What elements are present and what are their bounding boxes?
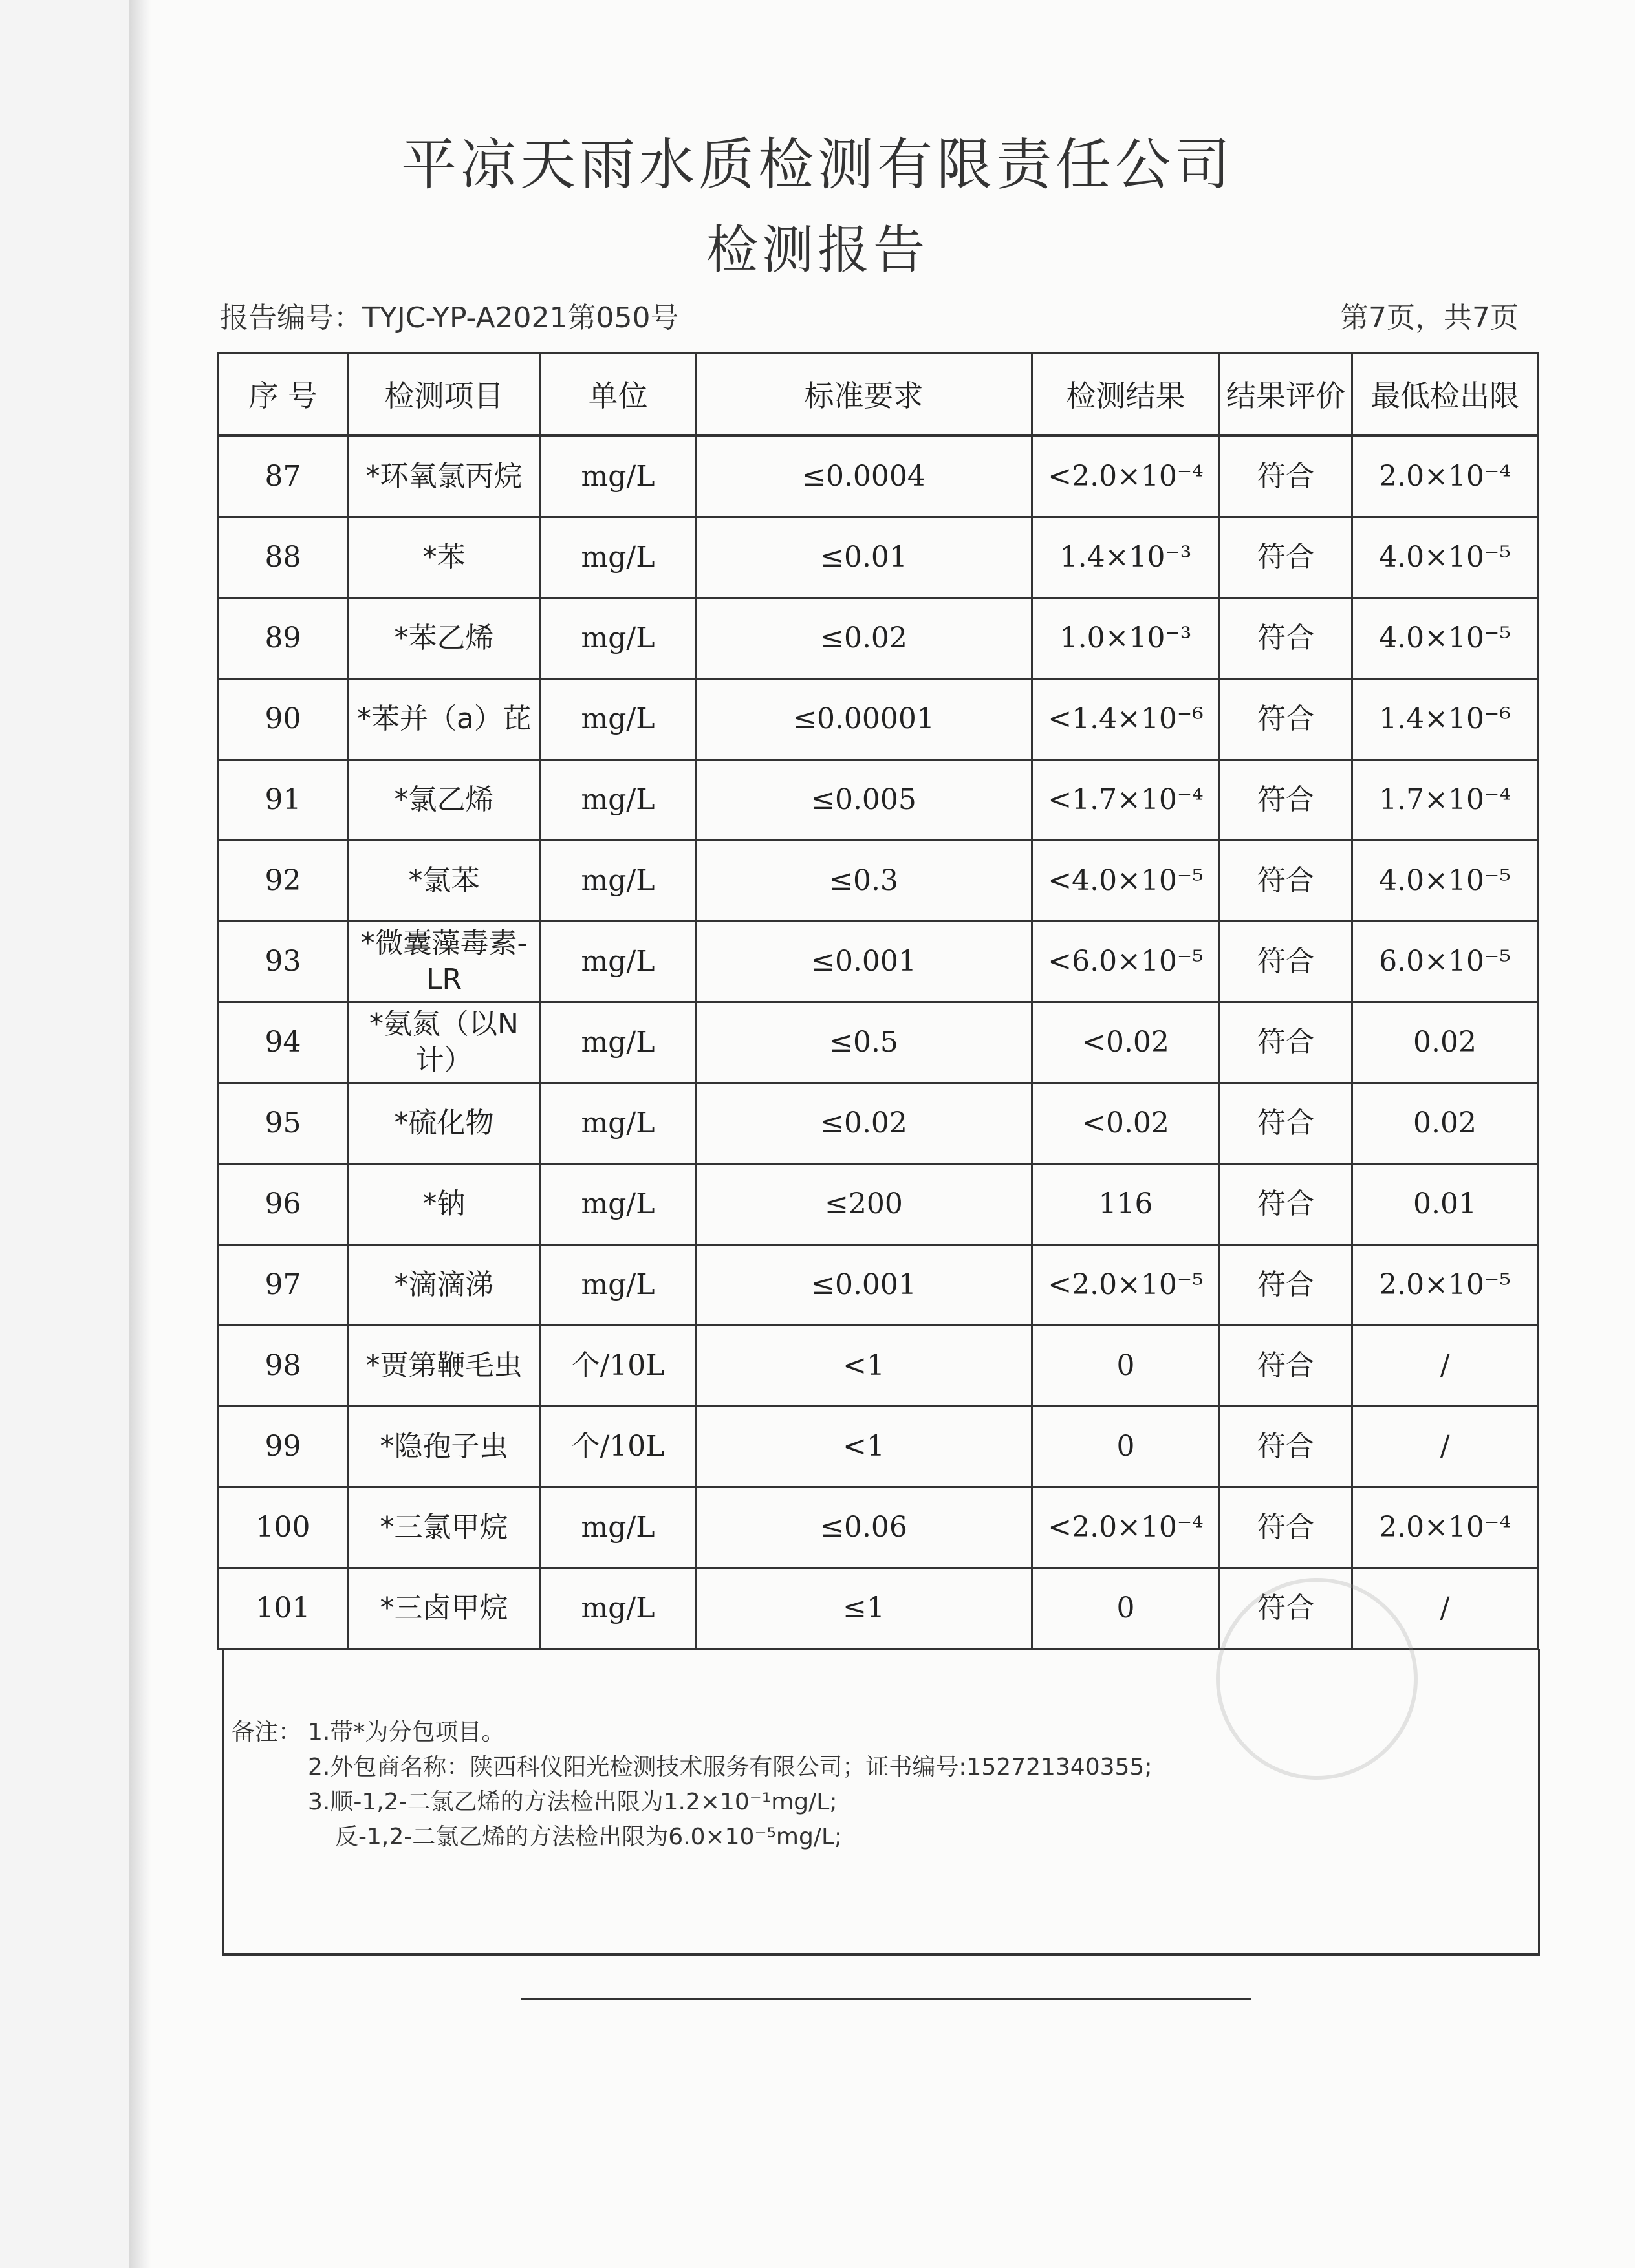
table-row bbox=[219, 1487, 1538, 1568]
cell-no: 101 bbox=[219, 1568, 348, 1649]
cell-result: <0.02 bbox=[1032, 1083, 1220, 1164]
note-line-2: 2.外包商名称：陕西科仪阳光检测技术服务有限公司；证书编号:152721340355; bbox=[308, 1754, 1153, 1780]
cell-limit: 2.0×10⁻⁴ bbox=[1352, 436, 1538, 517]
cell-unit: mg/L bbox=[541, 1487, 696, 1568]
cell-evaluation: 符合 bbox=[1220, 922, 1352, 1002]
cell-standard: ≤0.001 bbox=[696, 922, 1032, 1002]
cell-evaluation: 符合 bbox=[1220, 760, 1352, 841]
cell-result: <1.7×10⁻⁴ bbox=[1032, 760, 1220, 841]
cell-result: <2.0×10⁻⁵ bbox=[1032, 1245, 1220, 1326]
table-row bbox=[219, 841, 1538, 922]
cell-no: 88 bbox=[219, 517, 348, 598]
cell-result: <2.0×10⁻⁴ bbox=[1032, 436, 1220, 517]
cell-no: 98 bbox=[219, 1326, 348, 1407]
footer-line bbox=[521, 1998, 1251, 2000]
notes bbox=[232, 1715, 1152, 1855]
cell-unit: mg/L bbox=[541, 517, 696, 598]
cell-result: <2.0×10⁻⁴ bbox=[1032, 1487, 1220, 1568]
table-header-row bbox=[219, 353, 1538, 436]
cell-standard: ≤0.02 bbox=[696, 1083, 1032, 1164]
cell-standard: <1 bbox=[696, 1407, 1032, 1487]
cell-result: 1.4×10⁻³ bbox=[1032, 517, 1220, 598]
table-row bbox=[219, 436, 1538, 517]
column-header-evaluation: 结果评价 bbox=[1220, 353, 1352, 436]
cell-result: <4.0×10⁻⁵ bbox=[1032, 841, 1220, 922]
cell-item: *贾第鞭毛虫 bbox=[348, 1326, 541, 1407]
cell-limit: / bbox=[1352, 1407, 1538, 1487]
cell-result: 0 bbox=[1032, 1326, 1220, 1407]
cell-item: *环氧氯丙烷 bbox=[348, 436, 541, 517]
cell-unit: mg/L bbox=[541, 1002, 696, 1083]
cell-no: 97 bbox=[219, 1245, 348, 1326]
cell-limit: 6.0×10⁻⁵ bbox=[1352, 922, 1538, 1002]
cell-unit: mg/L bbox=[541, 1164, 696, 1245]
company-title: 平凉天雨水质检测有限责任公司 bbox=[401, 133, 1234, 197]
cell-result: <6.0×10⁻⁵ bbox=[1032, 922, 1220, 1002]
cell-standard: ≤0.02 bbox=[696, 598, 1032, 679]
cell-standard: ≤0.06 bbox=[696, 1487, 1032, 1568]
cell-item: *氯乙烯 bbox=[348, 760, 541, 841]
table-row bbox=[219, 1164, 1538, 1245]
cell-evaluation: 符合 bbox=[1220, 1002, 1352, 1083]
page-info: 第7页，共7页 bbox=[1340, 301, 1519, 334]
cell-unit: 个/10L bbox=[541, 1407, 696, 1487]
table-row bbox=[219, 1326, 1538, 1407]
previous-page-edge bbox=[0, 0, 129, 2268]
cell-item: *微囊藻毒素-LR bbox=[348, 922, 541, 1002]
cell-unit: mg/L bbox=[541, 841, 696, 922]
cell-limit: 4.0×10⁻⁵ bbox=[1352, 841, 1538, 922]
cell-evaluation: 符合 bbox=[1220, 598, 1352, 679]
note-line-3: 3.顺-1,2-二氯乙烯的方法检出限为1.2×10⁻¹mg/L; bbox=[308, 1789, 838, 1815]
column-header-standard: 标准要求 bbox=[696, 353, 1032, 436]
cell-standard: ≤0.5 bbox=[696, 1002, 1032, 1083]
table-row bbox=[219, 760, 1538, 841]
cell-result: <0.02 bbox=[1032, 1002, 1220, 1083]
column-header-result: 检测结果 bbox=[1032, 353, 1220, 436]
column-header-limit: 最低检出限 bbox=[1352, 353, 1538, 436]
cell-evaluation: 符合 bbox=[1220, 1487, 1352, 1568]
cell-unit: mg/L bbox=[541, 760, 696, 841]
cell-no: 94 bbox=[219, 1002, 348, 1083]
cell-evaluation: 符合 bbox=[1220, 1083, 1352, 1164]
faded-stamp bbox=[1216, 1578, 1418, 1780]
cell-item: *氨氮（以N计） bbox=[348, 1002, 541, 1083]
cell-evaluation: 符合 bbox=[1220, 841, 1352, 922]
cell-result: <1.4×10⁻⁶ bbox=[1032, 679, 1220, 760]
cell-unit: mg/L bbox=[541, 1245, 696, 1326]
note-line-4: 反-1,2-二氯乙烯的方法检出限为6.0×10⁻⁵mg/L; bbox=[335, 1824, 843, 1850]
cell-limit: 0.01 bbox=[1352, 1164, 1538, 1245]
table-row bbox=[219, 517, 1538, 598]
cell-evaluation: 符合 bbox=[1220, 1326, 1352, 1407]
cell-limit: 1.7×10⁻⁴ bbox=[1352, 760, 1538, 841]
cell-item: *隐孢子虫 bbox=[348, 1407, 541, 1487]
cell-item: *苯 bbox=[348, 517, 541, 598]
notes-label: 备注： bbox=[232, 1719, 302, 1745]
cell-no: 100 bbox=[219, 1487, 348, 1568]
cell-no: 99 bbox=[219, 1407, 348, 1487]
cell-no: 96 bbox=[219, 1164, 348, 1245]
cell-no: 93 bbox=[219, 922, 348, 1002]
cell-evaluation: 符合 bbox=[1220, 679, 1352, 760]
table-row bbox=[219, 1083, 1538, 1164]
cell-item: *滴滴涕 bbox=[348, 1245, 541, 1326]
cell-item: *三卤甲烷 bbox=[348, 1568, 541, 1649]
cell-standard: ≤1 bbox=[696, 1568, 1032, 1649]
cell-unit: 个/10L bbox=[541, 1326, 696, 1407]
table-row bbox=[219, 922, 1538, 1002]
cell-no: 95 bbox=[219, 1083, 348, 1164]
cell-evaluation: 符合 bbox=[1220, 1164, 1352, 1245]
cell-no: 90 bbox=[219, 679, 348, 760]
cell-standard: ≤0.00001 bbox=[696, 679, 1032, 760]
cell-standard: ≤0.0004 bbox=[696, 436, 1032, 517]
cell-limit: 4.0×10⁻⁵ bbox=[1352, 598, 1538, 679]
cell-item: *硫化物 bbox=[348, 1083, 541, 1164]
cell-unit: mg/L bbox=[541, 679, 696, 760]
results-table bbox=[217, 352, 1539, 1650]
cell-unit: mg/L bbox=[541, 1083, 696, 1164]
cell-evaluation: 符合 bbox=[1220, 436, 1352, 517]
cell-item: *氯苯 bbox=[348, 841, 541, 922]
note-line-1: 1.带*为分包项目。 bbox=[308, 1719, 505, 1745]
cell-item: *苯并（a）芘 bbox=[348, 679, 541, 760]
cell-standard: ≤200 bbox=[696, 1164, 1032, 1245]
table-row bbox=[219, 1245, 1538, 1326]
column-header-item: 检测项目 bbox=[348, 353, 541, 436]
cell-limit: / bbox=[1352, 1326, 1538, 1407]
cell-standard: ≤0.001 bbox=[696, 1245, 1032, 1326]
table-row bbox=[219, 1407, 1538, 1487]
cell-no: 89 bbox=[219, 598, 348, 679]
cell-result: 0 bbox=[1032, 1407, 1220, 1487]
report-number: 报告编号：TYJC-YP-A2021第050号 bbox=[220, 301, 679, 334]
report-title: 检测报告 bbox=[706, 220, 929, 280]
cell-evaluation: 符合 bbox=[1220, 517, 1352, 598]
cell-item: *苯乙烯 bbox=[348, 598, 541, 679]
cell-standard: ≤0.01 bbox=[696, 517, 1032, 598]
cell-item: *钠 bbox=[348, 1164, 541, 1245]
cell-unit: mg/L bbox=[541, 436, 696, 517]
cell-standard: ≤0.3 bbox=[696, 841, 1032, 922]
cell-no: 92 bbox=[219, 841, 348, 922]
cell-item: *三氯甲烷 bbox=[348, 1487, 541, 1568]
table-body bbox=[219, 436, 1538, 1649]
cell-limit: / bbox=[1352, 1568, 1538, 1649]
cell-unit: mg/L bbox=[541, 598, 696, 679]
binding-shadow bbox=[129, 0, 151, 2268]
table-row bbox=[219, 1002, 1538, 1083]
cell-evaluation: 符合 bbox=[1220, 1245, 1352, 1326]
cell-limit: 0.02 bbox=[1352, 1083, 1538, 1164]
cell-evaluation: 符合 bbox=[1220, 1407, 1352, 1487]
cell-result: 116 bbox=[1032, 1164, 1220, 1245]
cell-no: 91 bbox=[219, 760, 348, 841]
cell-standard: <1 bbox=[696, 1326, 1032, 1407]
cell-result: 0 bbox=[1032, 1568, 1220, 1649]
table-row bbox=[219, 679, 1538, 760]
cell-limit: 2.0×10⁻⁴ bbox=[1352, 1487, 1538, 1568]
cell-evaluation: 符合 bbox=[1220, 1568, 1352, 1649]
cell-result: 1.0×10⁻³ bbox=[1032, 598, 1220, 679]
cell-no: 87 bbox=[219, 436, 348, 517]
cell-limit: 1.4×10⁻⁶ bbox=[1352, 679, 1538, 760]
cell-unit: mg/L bbox=[541, 922, 696, 1002]
column-header-unit: 单位 bbox=[541, 353, 696, 436]
cell-unit: mg/L bbox=[541, 1568, 696, 1649]
cell-limit: 2.0×10⁻⁵ bbox=[1352, 1245, 1538, 1326]
column-header-no: 序 号 bbox=[219, 353, 348, 436]
cell-limit: 0.02 bbox=[1352, 1002, 1538, 1083]
cell-limit: 4.0×10⁻⁵ bbox=[1352, 517, 1538, 598]
cell-standard: ≤0.005 bbox=[696, 760, 1032, 841]
table-row bbox=[219, 598, 1538, 679]
